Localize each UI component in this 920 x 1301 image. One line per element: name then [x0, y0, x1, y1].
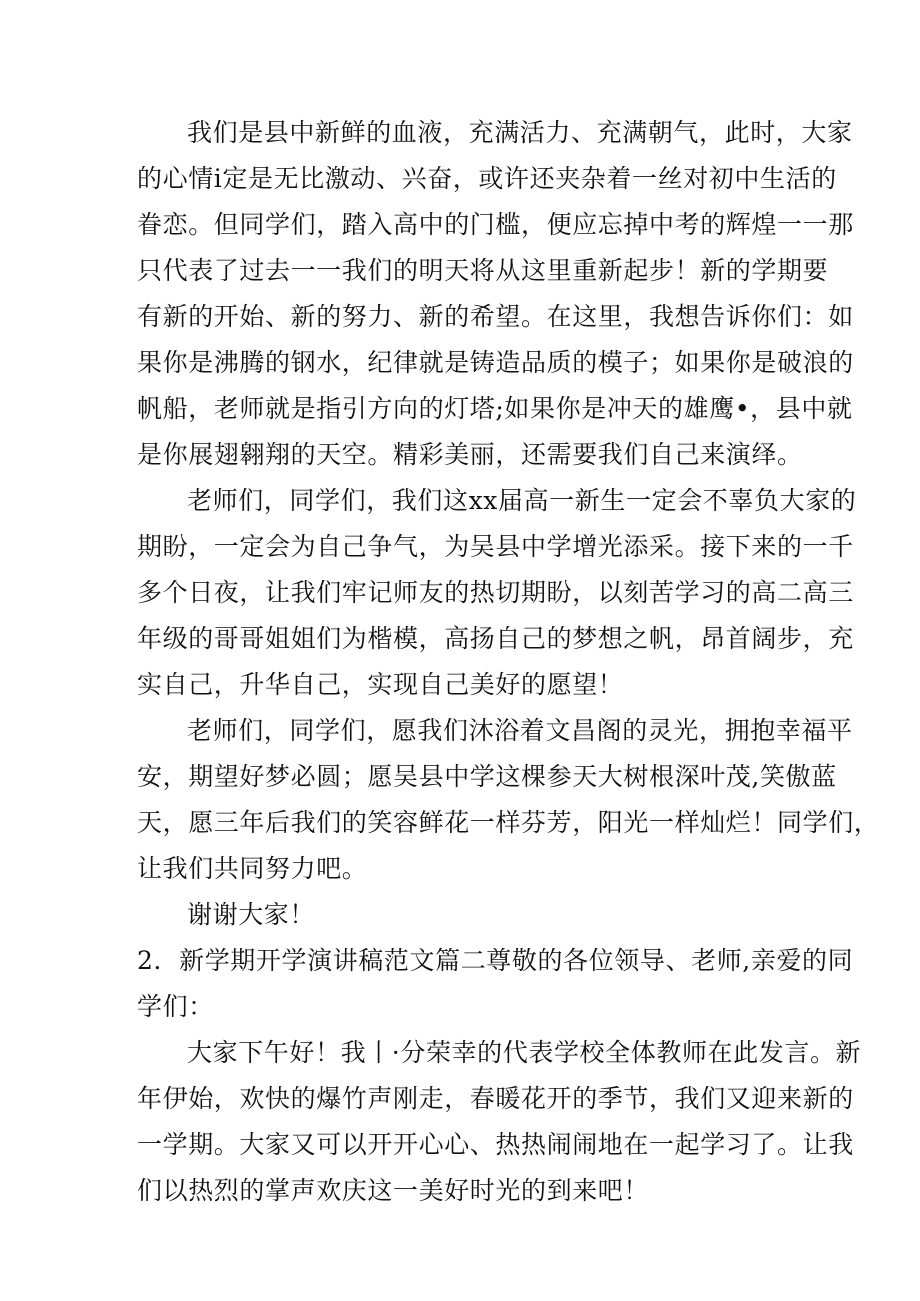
- section-heading-line-2: 学们：: [137, 992, 214, 1021]
- paragraph-3-line-2: 安，期望好梦必圆；愿吴县中学这棵参天大树根深叶茂,笑傲蓝: [137, 762, 837, 791]
- paragraph-2-line-4: 年级的哥哥姐姐们为楷模，高扬自己的梦想之帆，昂首阔步，充: [137, 624, 854, 653]
- paragraph-3-line-1: 老师们，同学们，愿我们沐浴着文昌阁的灵光，拥抱幸福平: [187, 716, 853, 745]
- paragraph-1-line-1: 我们是县中新鲜的血液，充满活力、充满朝气，此时，大家: [187, 118, 853, 147]
- paragraph-1-line-7: 帆船，老师就是指引方向的灯塔;如果你是冲天的雄鹰•，县中就: [137, 394, 853, 423]
- paragraph-1-line-5: 有新的开始、新的努力、新的希望。在这里，我想告诉你们：如: [137, 302, 854, 331]
- paragraph-4-line-4: 们以热烈的掌声欢庆这一美好时光的到来吧！: [137, 1176, 650, 1205]
- closing-thanks: 谢谢大家！: [187, 900, 316, 929]
- paragraph-4-line-3: 一学期。大家又可以开开心心、热热闹闹地在一起学习了。让我: [137, 1130, 854, 1159]
- paragraph-1-line-3: 眷恋。但同学们，踏入高中的门槛，便应忘掉中考的辉煌一一那: [137, 210, 854, 239]
- paragraph-2-line-1: 老师们，同学们，我们这xx届高一新生一定会不辜负大家的: [187, 486, 857, 515]
- paragraph-4-line-1: 大家下午好！我丨·分荣幸的代表学校全体教师在此发言。新: [187, 1038, 862, 1067]
- paragraph-2-line-3: 多个日夜，让我们牢记师友的热切期盼，以刻苦学习的高二高三: [137, 578, 854, 607]
- paragraph-4-line-2: 年伊始，欢快的爆竹声刚走，春暖花开的季节，我们又迎来新的: [137, 1084, 854, 1113]
- paragraph-3-line-4: 让我们共同努力吧。: [137, 854, 368, 883]
- paragraph-3-line-3: 天，愿三年后我们的笑容鲜花一样芬芳，阳光一样灿烂！同学们，: [137, 808, 880, 837]
- section-heading-line-1: 2．新学期开学演讲稿范文篇二尊敬的各位领导、老师,亲爱的同: [137, 946, 854, 975]
- paragraph-1-line-8: 是你展翅翱翔的天空。精彩美丽，还需要我们自己来演绎。: [137, 440, 803, 469]
- paragraph-1-line-2: 的心情i定是无比激动、兴奋，或许还夹杂着一丝对初中生活的: [137, 164, 837, 193]
- paragraph-1-line-6: 果你是沸腾的钢水，纪律就是铸造品质的模子；如果你是破浪的: [137, 348, 854, 377]
- paragraph-1-line-4: 只代表了过去一一我们的明天将从这里重新起步！新的学期要: [137, 256, 829, 285]
- paragraph-2-line-5: 实自己，升华自己，实现自己美好的愿望！: [137, 670, 624, 699]
- paragraph-2-line-2: 期盼，一定会为自己争气，为吴县中学增光添采。接下来的一千: [137, 532, 854, 561]
